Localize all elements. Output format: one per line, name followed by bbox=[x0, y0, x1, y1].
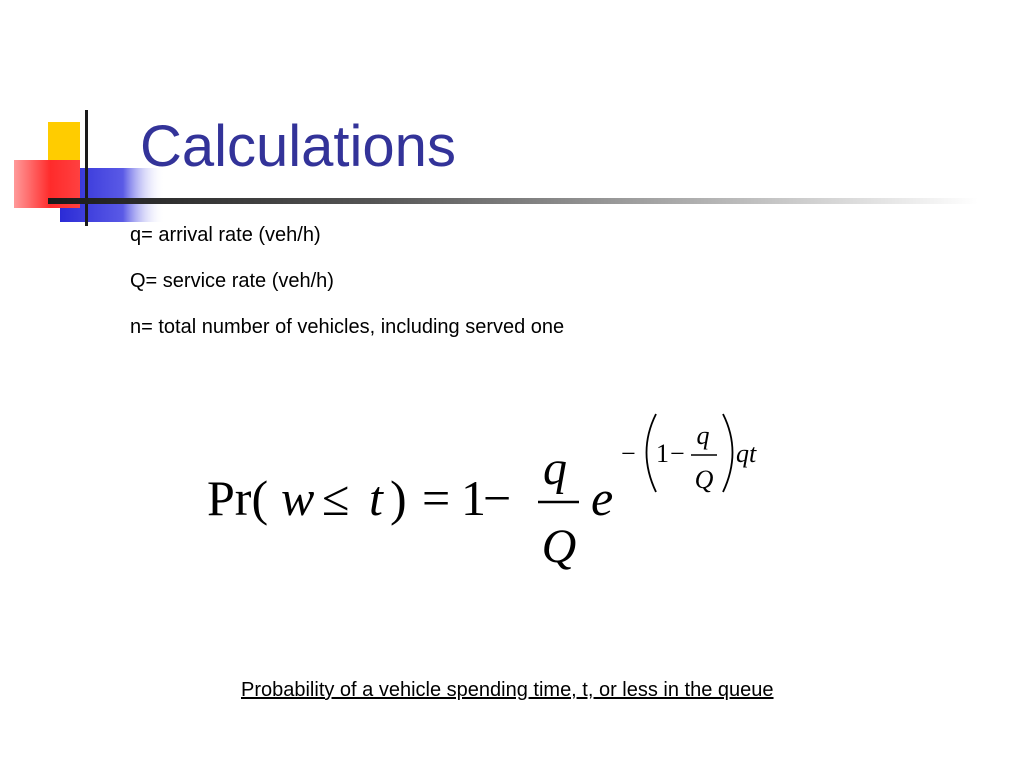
exponent-numerator: q bbox=[696, 421, 710, 450]
page-title: Calculations bbox=[140, 114, 456, 179]
exponent-qt: qt bbox=[736, 439, 757, 468]
formula-e: e bbox=[591, 470, 614, 526]
formula-w: w bbox=[281, 470, 315, 526]
definition-vehicle-count: n= total number of vehicles, including served one bbox=[130, 316, 565, 338]
definition-service-rate: Q= service rate (veh/h) bbox=[130, 270, 334, 292]
exponent-left-paren bbox=[647, 414, 657, 492]
formula-t: t bbox=[369, 470, 383, 526]
probability-formula bbox=[195, 400, 795, 590]
vertical-line bbox=[85, 110, 88, 226]
exponent-denominator: Q bbox=[694, 465, 714, 494]
title-underline bbox=[48, 198, 978, 204]
exponent-one: 1 bbox=[656, 439, 669, 468]
exponent-minus: − bbox=[621, 439, 636, 468]
formula-caption: Probability of a vehicle spending time, t, or less in the queue bbox=[241, 679, 774, 701]
formula-one: 1 bbox=[461, 470, 486, 526]
definition-list bbox=[130, 222, 564, 360]
formula-pr: Pr( bbox=[207, 470, 269, 526]
exponent-minus-inner: − bbox=[670, 439, 685, 468]
fraction-numerator: q bbox=[543, 442, 567, 495]
exponent-right-paren bbox=[723, 414, 733, 492]
formula-leq: ≤ bbox=[322, 470, 350, 526]
formula-equals: = bbox=[422, 470, 451, 526]
formula-close-paren: ) bbox=[390, 470, 407, 526]
definition-arrival-rate: q= arrival rate (veh/h) bbox=[130, 224, 321, 246]
formula-minus: − bbox=[483, 470, 512, 526]
fraction-denominator: Q bbox=[541, 520, 577, 573]
